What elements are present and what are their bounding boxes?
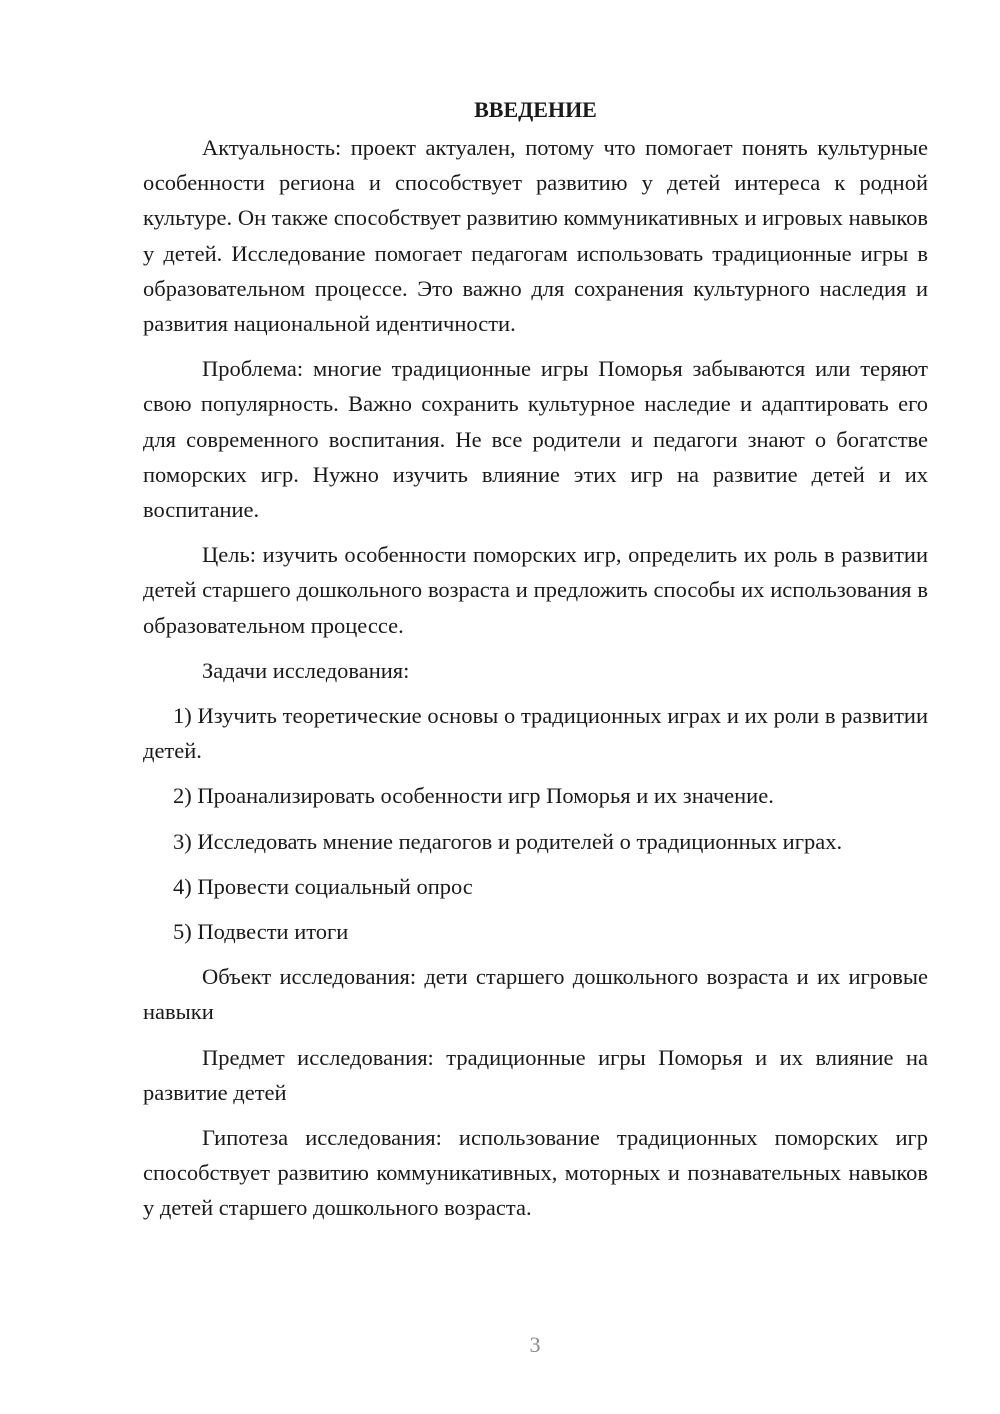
section-heading: ВВЕДЕНИЕ — [474, 97, 597, 122]
tasks-heading: Задачи исследования: — [202, 657, 410, 683]
document-body — [143, 92, 928, 1226]
object-paragraph: Объект исследования: дети старшего дошкольного возраста и их игровые навыки — [143, 964, 928, 1025]
task-item-5: 5) Подвести итоги — [173, 919, 349, 945]
relevance-paragraph: Актуальность: проект актуален, потому что помогает понять культурные особенности региона и способствует развитию у детей интереса к родной культуре. Он также способствует развитию коммуникативных и игровых навыков у детей. Исследование помогает педагогам использовать традиционные игры в образовательном процессе. Это важно для сохранения культурного наследия и развития национальной идентичности. — [143, 135, 928, 337]
goal-paragraph: Цель: изучить особенности поморских игр, определить их роль в развитии детей старшего дошкольного возраста и предложить способы их использования в образовательном процессе. — [143, 542, 928, 638]
task-item-3: 3) Исследовать мнение педагогов и родителей о традиционных играх. — [173, 828, 843, 854]
task-item-4: 4) Провести социальный опрос — [173, 873, 473, 899]
task-item-1: 1) Изучить теоретические основы о традиционных играх и их роли в развитии детей. — [143, 703, 928, 764]
problem-paragraph: Проблема: многие традиционные игры Поморья забываются или теряют свою популярность. Важно сохранить культурное наследие и адаптировать его для современного воспитания. Не все родители и педагоги знают о богатстве поморских игр. Нужно изучить влияние этих игр на развитие детей и их воспитание. — [143, 356, 928, 523]
hypothesis-paragraph: Гипотеза исследования: использование традиционных поморских игр способствует развитию коммуникативных, моторных и познавательных навыков у детей старшего дошкольного возраста. — [143, 1125, 928, 1221]
page-number: 3 — [529, 1332, 541, 1357]
task-item-2: 2) Проанализировать особенности игр Поморья и их значение. — [173, 783, 774, 809]
subject-paragraph: Предмет исследования: традиционные игры Поморья и их влияние на развитие детей — [143, 1044, 928, 1105]
